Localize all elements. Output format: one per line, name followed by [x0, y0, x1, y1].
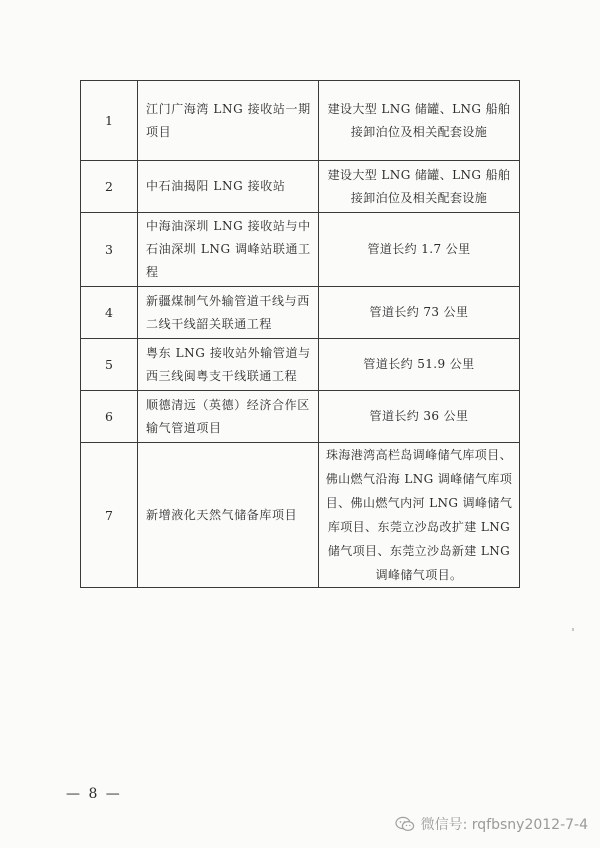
row-number: 3: [81, 213, 138, 287]
page-number: — 8 —: [66, 786, 122, 802]
row-number: 4: [81, 287, 138, 339]
project-description: 珠海港湾高栏岛调峰储气库项目、佛山燃气沿海 LNG 调峰储气库项目、佛山燃气内河 LNG 调峰储气库项目、东莞立沙岛改扩建 LNG 储气项目、东莞立沙岛新建 LNG 调峰储气项目。: [319, 443, 520, 588]
project-description: 管道长约 73 公里: [319, 287, 520, 339]
project-description: 管道长约 51.9 公里: [319, 339, 520, 391]
project-name: 中海油深圳 LNG 接收站与中石油深圳 LNG 调峰站联通工程: [138, 213, 319, 287]
wechat-icon: [395, 816, 415, 832]
table-row: [81, 443, 520, 588]
row-number: 7: [81, 443, 138, 588]
project-description: 建设大型 LNG 储罐、LNG 船舶接卸泊位及相关配套设施: [319, 81, 520, 161]
table-row: [81, 391, 520, 443]
project-description: 建设大型 LNG 储罐、LNG 船舶接卸泊位及相关配套设施: [319, 161, 520, 213]
table-row: [81, 161, 520, 213]
table-row: [81, 339, 520, 391]
project-name: 中石油揭阳 LNG 接收站: [138, 161, 319, 213]
table-row: [81, 287, 520, 339]
row-number: 5: [81, 339, 138, 391]
watermark-text: 微信号: rqfbsny2012-7-4: [420, 817, 588, 833]
project-name: 顺德清远（英德）经济合作区输气管道项目: [138, 391, 319, 443]
project-name: 新疆煤制气外输管道干线与西二线干线韶关联通工程: [138, 287, 319, 339]
row-number: 1: [81, 81, 138, 161]
project-name: 江门广海湾 LNG 接收站一期项目: [138, 81, 319, 161]
project-name: 粤东 LNG 接收站外输管道与西三线闽粤支干线联通工程: [138, 339, 319, 391]
watermark: [395, 814, 588, 834]
project-table: [80, 80, 520, 588]
row-number: 6: [81, 391, 138, 443]
table-row: [81, 81, 520, 161]
project-description: 管道长约 1.7 公里: [319, 213, 520, 287]
table-row: [81, 213, 520, 287]
project-description: 管道长约 36 公里: [319, 391, 520, 443]
scan-speck: [572, 628, 574, 631]
project-name: 新增液化天然气储备库项目: [138, 443, 319, 588]
row-number: 2: [81, 161, 138, 213]
